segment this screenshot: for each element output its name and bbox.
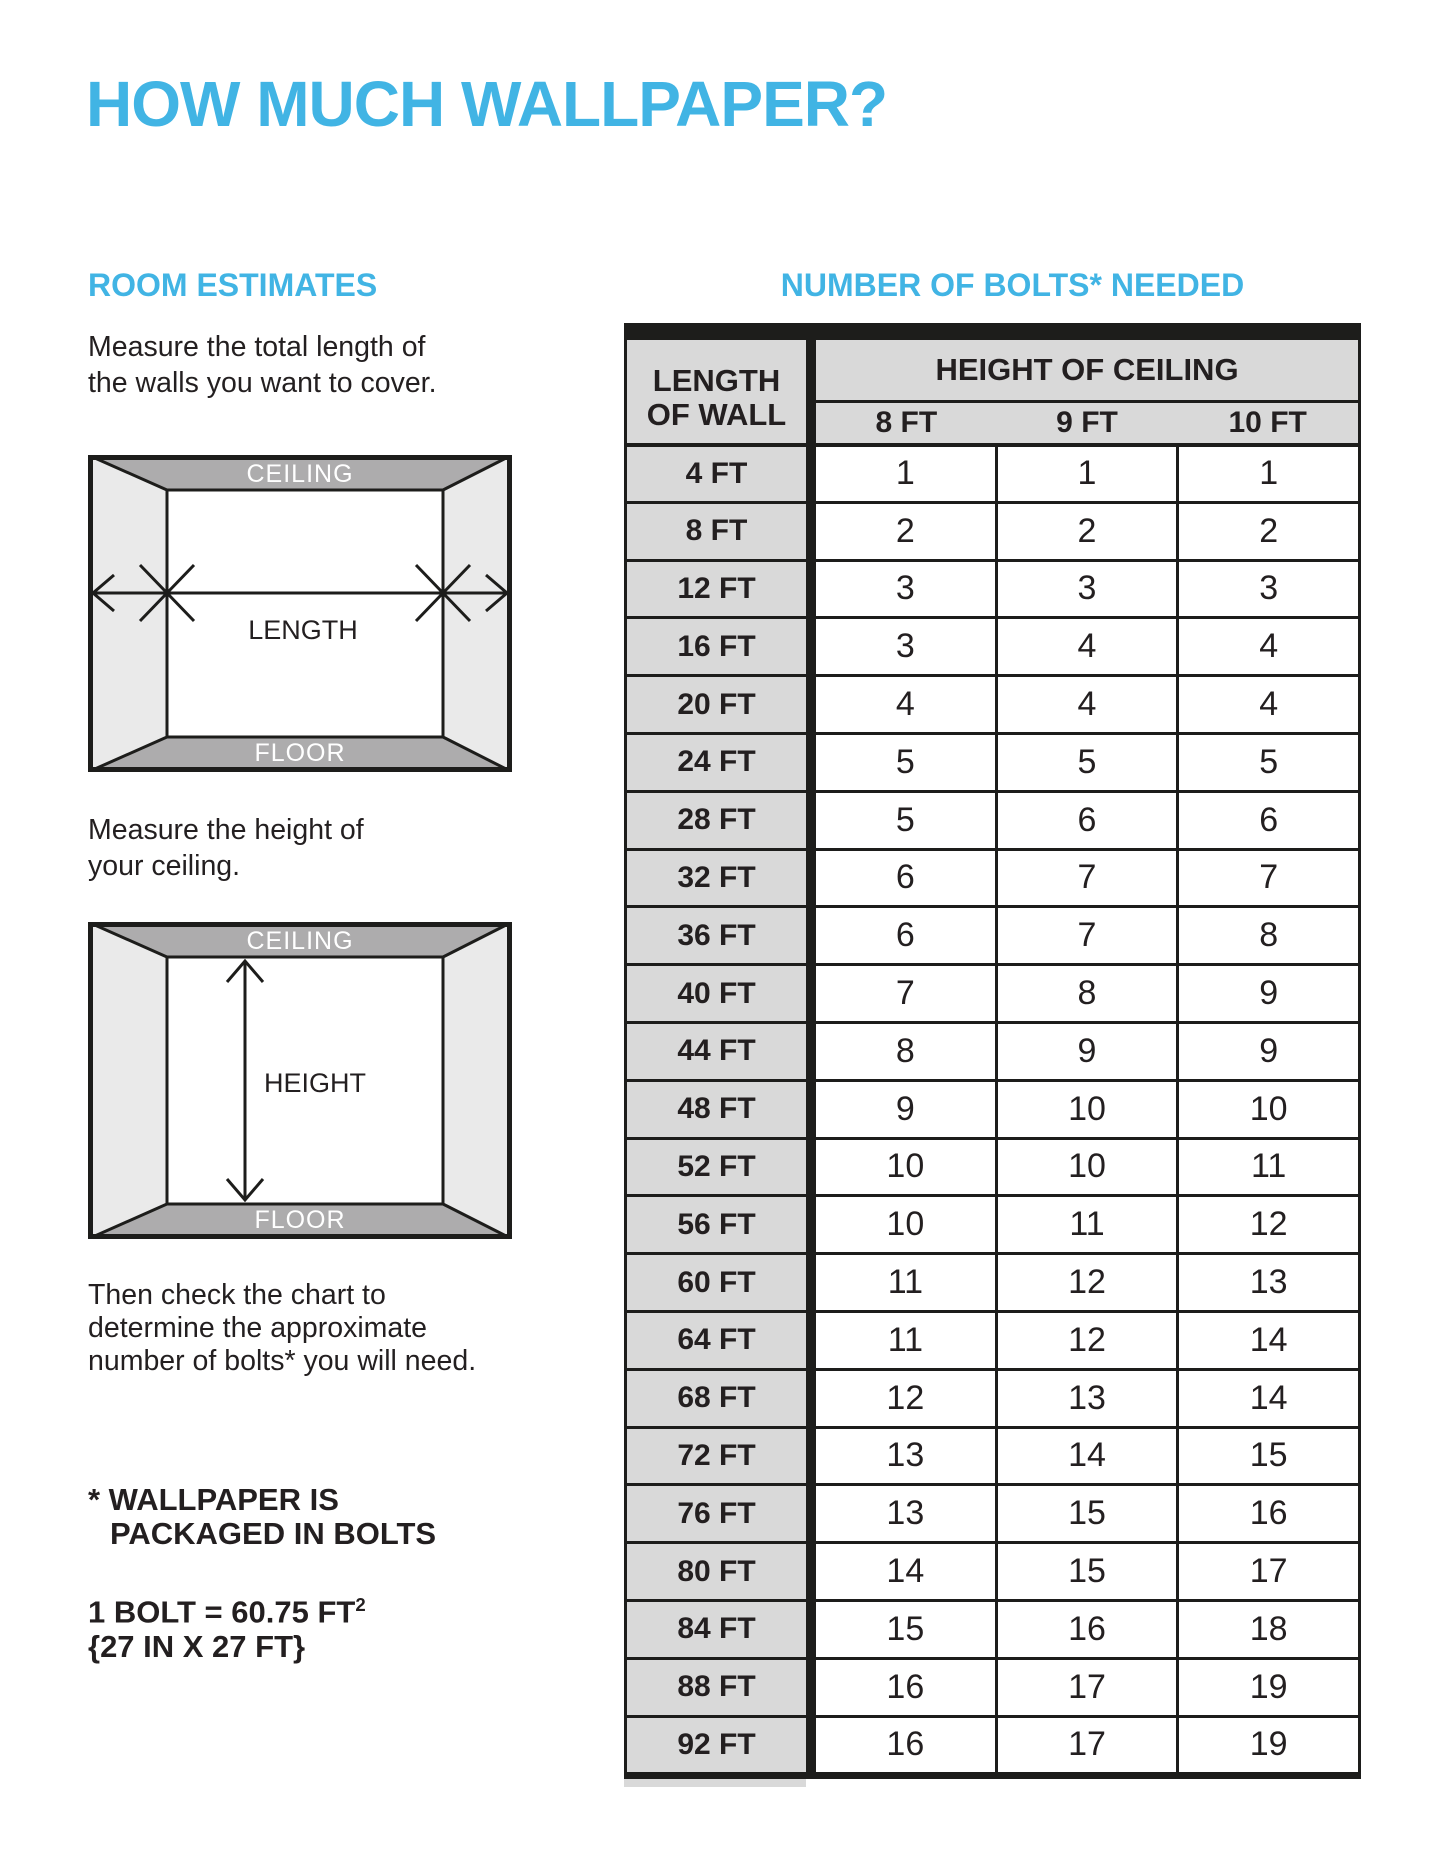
cell-value: 8 bbox=[1176, 908, 1358, 963]
column-divider bbox=[806, 1313, 816, 1368]
cell-value: 13 bbox=[995, 1371, 1177, 1426]
col-header-9ft: 9 FT bbox=[1056, 406, 1118, 439]
cell-value: 17 bbox=[995, 1660, 1177, 1715]
column-divider bbox=[806, 504, 816, 559]
row-label: 32 FT bbox=[624, 851, 806, 906]
cell-value: 2 bbox=[995, 504, 1177, 559]
cell-value: 7 bbox=[995, 851, 1177, 906]
cell-value: 15 bbox=[1176, 1429, 1358, 1484]
cell-value: 10 bbox=[995, 1140, 1177, 1195]
cell-value: 7 bbox=[995, 908, 1177, 963]
label-column-tab bbox=[624, 1779, 806, 1787]
table-row bbox=[624, 1599, 1361, 1657]
column-divider bbox=[806, 1024, 816, 1079]
row-label: 16 FT bbox=[624, 619, 806, 674]
bolts-needed-heading: NUMBER OF BOLTS* NEEDED bbox=[780, 267, 1245, 303]
column-divider bbox=[806, 793, 816, 848]
cell-value: 16 bbox=[995, 1602, 1177, 1657]
back-wall-surface bbox=[167, 490, 443, 737]
row-label: 40 FT bbox=[624, 966, 806, 1021]
bolt-size-info bbox=[88, 1587, 366, 1664]
cell-value: 6 bbox=[895, 916, 915, 955]
row-label: 44 FT bbox=[624, 1024, 806, 1079]
cell-value: 14 bbox=[995, 1429, 1177, 1484]
table-row bbox=[624, 1426, 1361, 1484]
table-header bbox=[624, 340, 1361, 443]
cell-value: 6 bbox=[895, 858, 915, 897]
row-label: 72 FT bbox=[624, 1429, 806, 1484]
row-label: 60 FT bbox=[624, 1255, 806, 1310]
right-wall-surface bbox=[443, 922, 512, 1239]
cell-value: 1 bbox=[995, 447, 1177, 501]
row-label: 88 FT bbox=[624, 1660, 806, 1715]
cell-value: 9 bbox=[1176, 1024, 1358, 1079]
cell-value: 8 bbox=[895, 1031, 915, 1070]
table-row bbox=[624, 732, 1361, 790]
table-row bbox=[624, 1483, 1361, 1541]
row-label: 20 FT bbox=[624, 677, 806, 732]
ceiling-height-subheaders bbox=[816, 403, 1358, 443]
column-divider bbox=[806, 851, 816, 906]
cell-value: 16 bbox=[886, 1725, 925, 1764]
instruction-chart-line3: number of bolts* you will need. bbox=[88, 1345, 477, 1377]
table-row bbox=[624, 1310, 1361, 1368]
superscript-two: 2 bbox=[355, 1594, 366, 1615]
instruction-length-text bbox=[88, 329, 437, 401]
room-height-diagram bbox=[88, 922, 512, 1239]
bolt-dimensions: {27 IN X 27 FT} bbox=[88, 1629, 306, 1665]
column-divider bbox=[806, 908, 816, 963]
cell-value: 10 bbox=[886, 1147, 925, 1186]
row-label: 64 FT bbox=[624, 1313, 806, 1368]
row-label: 76 FT bbox=[624, 1486, 806, 1541]
table-row bbox=[624, 1079, 1361, 1137]
table-row bbox=[624, 905, 1361, 963]
instruction-length-line1: Measure the total length of bbox=[88, 331, 426, 363]
cell-value: 13 bbox=[1176, 1255, 1358, 1310]
cell-value: 12 bbox=[995, 1313, 1177, 1368]
cell-value: 15 bbox=[886, 1609, 925, 1648]
cell-value: 15 bbox=[995, 1544, 1177, 1599]
cell-value: 7 bbox=[1176, 851, 1358, 906]
column-divider bbox=[806, 677, 816, 732]
table-top-border bbox=[624, 323, 1361, 340]
column-divider bbox=[806, 340, 816, 443]
cell-value: 9 bbox=[895, 1089, 915, 1128]
cell-value: 14 bbox=[1176, 1313, 1358, 1368]
bolts-footnote-line1: * WALLPAPER IS bbox=[88, 1482, 339, 1517]
table-row bbox=[624, 501, 1361, 559]
height-label: HEIGHT bbox=[264, 1068, 367, 1098]
left-wall-surface bbox=[88, 922, 167, 1239]
row-label: 92 FT bbox=[624, 1718, 806, 1773]
cell-value: 6 bbox=[1176, 793, 1358, 848]
cell-value: 5 bbox=[895, 800, 915, 839]
cell-value: 4 bbox=[995, 619, 1177, 674]
cell-value: 11 bbox=[1176, 1140, 1358, 1195]
table-body bbox=[624, 443, 1361, 1772]
row-label: 8 FT bbox=[624, 504, 806, 559]
table-row bbox=[624, 1021, 1361, 1079]
bolts-footnote-line2: PACKAGED IN BOLTS bbox=[110, 1516, 437, 1551]
table-row bbox=[624, 1252, 1361, 1310]
cell-value: 15 bbox=[995, 1486, 1177, 1541]
column-divider bbox=[806, 562, 816, 617]
length-of-wall-header: LENGTH OF WALL bbox=[624, 340, 806, 443]
cell-value: 11 bbox=[887, 1320, 923, 1359]
row-label: 28 FT bbox=[624, 793, 806, 848]
bolts-footnote bbox=[88, 1483, 436, 1551]
cell-value: 12 bbox=[886, 1378, 925, 1417]
table-row bbox=[624, 1194, 1361, 1252]
right-wall-surface bbox=[443, 455, 512, 772]
table-row bbox=[624, 790, 1361, 848]
room-length-diagram bbox=[88, 455, 512, 772]
cell-value: 10 bbox=[886, 1205, 925, 1244]
cell-value: 14 bbox=[1176, 1371, 1358, 1426]
column-divider bbox=[806, 1140, 816, 1195]
bolts-table bbox=[624, 323, 1361, 1787]
table-row bbox=[624, 1368, 1361, 1426]
cell-value: 6 bbox=[995, 793, 1177, 848]
row-label: 56 FT bbox=[624, 1197, 806, 1252]
cell-value: 13 bbox=[886, 1436, 925, 1475]
cell-value: 19 bbox=[1176, 1660, 1358, 1715]
row-label: 68 FT bbox=[624, 1371, 806, 1426]
cell-value: 14 bbox=[886, 1552, 925, 1591]
cell-value: 16 bbox=[1176, 1486, 1358, 1541]
column-divider bbox=[806, 1660, 816, 1715]
table-row bbox=[624, 1137, 1361, 1195]
page-title: HOW MUCH WALLPAPER? bbox=[86, 68, 888, 140]
row-label: 80 FT bbox=[624, 1544, 806, 1599]
ceiling-label: CEILING bbox=[246, 927, 354, 955]
cell-value: 11 bbox=[887, 1263, 923, 1302]
table-row bbox=[624, 848, 1361, 906]
cell-value: 17 bbox=[1176, 1544, 1358, 1599]
table-row bbox=[624, 1657, 1361, 1715]
column-divider bbox=[806, 1486, 816, 1541]
column-divider bbox=[806, 1544, 816, 1599]
instruction-height-line1: Measure the height of bbox=[88, 814, 364, 846]
table-bottom-border bbox=[624, 1772, 1361, 1779]
cell-value: 3 bbox=[895, 627, 915, 666]
instruction-chart-line1: Then check the chart to bbox=[88, 1279, 386, 1311]
cell-value: 3 bbox=[895, 569, 915, 608]
column-divider bbox=[806, 1718, 816, 1773]
length-label: LENGTH bbox=[248, 615, 358, 645]
cell-value: 7 bbox=[895, 974, 915, 1013]
column-divider bbox=[806, 1082, 816, 1137]
cell-value: 4 bbox=[1176, 677, 1358, 732]
cell-value: 2 bbox=[1176, 504, 1358, 559]
left-wall-surface bbox=[88, 455, 167, 772]
cell-value: 9 bbox=[1176, 966, 1358, 1021]
cell-value: 11 bbox=[995, 1197, 1177, 1252]
table-row bbox=[624, 1715, 1361, 1773]
instruction-chart-text bbox=[88, 1279, 476, 1378]
cell-value: 4 bbox=[995, 677, 1177, 732]
row-label: 12 FT bbox=[624, 562, 806, 617]
instruction-height-line2: your ceiling. bbox=[88, 850, 241, 882]
column-divider bbox=[806, 966, 816, 1021]
cell-value: 5 bbox=[995, 735, 1177, 790]
cell-value: 16 bbox=[886, 1667, 925, 1706]
instruction-length-line2: the walls you want to cover. bbox=[88, 367, 437, 399]
table-row bbox=[624, 616, 1361, 674]
row-label: 48 FT bbox=[624, 1082, 806, 1137]
column-divider bbox=[806, 1197, 816, 1252]
column-divider bbox=[806, 619, 816, 674]
cell-value: 10 bbox=[995, 1082, 1177, 1137]
col-header-10ft: 10 FT bbox=[1228, 406, 1307, 439]
cell-value: 5 bbox=[1176, 735, 1358, 790]
ceiling-label: CEILING bbox=[246, 460, 354, 488]
cell-value: 19 bbox=[1176, 1718, 1358, 1773]
cell-value: 17 bbox=[995, 1718, 1177, 1773]
column-divider bbox=[806, 735, 816, 790]
instruction-chart-line2: determine the approximate bbox=[88, 1312, 428, 1344]
cell-value: 3 bbox=[995, 562, 1177, 617]
cell-value: 5 bbox=[895, 742, 915, 781]
floor-label: FLOOR bbox=[254, 1206, 346, 1234]
cell-value: 4 bbox=[895, 685, 915, 724]
row-label: 36 FT bbox=[624, 908, 806, 963]
cell-value: 8 bbox=[995, 966, 1177, 1021]
column-divider bbox=[806, 1429, 816, 1484]
cell-value: 4 bbox=[1176, 619, 1358, 674]
cell-value: 1 bbox=[1176, 447, 1358, 501]
row-label: 24 FT bbox=[624, 735, 806, 790]
row-label: 4 FT bbox=[624, 447, 806, 501]
table-row bbox=[624, 963, 1361, 1021]
instruction-height-text bbox=[88, 812, 364, 884]
height-of-ceiling-header: HEIGHT OF CEILING bbox=[816, 340, 1358, 400]
cell-value: 18 bbox=[1176, 1602, 1358, 1657]
cell-value: 12 bbox=[1176, 1197, 1358, 1252]
floor-label: FLOOR bbox=[254, 739, 346, 767]
cell-value: 9 bbox=[995, 1024, 1177, 1079]
col-header-8ft: 8 FT bbox=[875, 406, 938, 439]
bolt-equation: 1 BOLT = 60.75 $FT^2$ bbox=[88, 1594, 366, 1630]
table-row bbox=[624, 1541, 1361, 1599]
column-divider bbox=[806, 1602, 816, 1657]
cell-value: 1 bbox=[895, 454, 915, 493]
row-label: 52 FT bbox=[624, 1140, 806, 1195]
cell-value: 12 bbox=[995, 1255, 1177, 1310]
cell-value: 13 bbox=[886, 1494, 925, 1533]
column-divider bbox=[806, 1255, 816, 1310]
table-row bbox=[624, 443, 1361, 501]
cell-value: 2 bbox=[895, 511, 915, 550]
table-row bbox=[624, 674, 1361, 732]
table-row bbox=[624, 559, 1361, 617]
cell-value: 10 bbox=[1176, 1082, 1358, 1137]
cell-value: 3 bbox=[1176, 562, 1358, 617]
column-divider bbox=[806, 1371, 816, 1426]
room-estimates-heading: ROOM ESTIMATES bbox=[88, 267, 378, 303]
column-divider bbox=[806, 447, 816, 501]
row-label: 84 FT bbox=[624, 1602, 806, 1657]
